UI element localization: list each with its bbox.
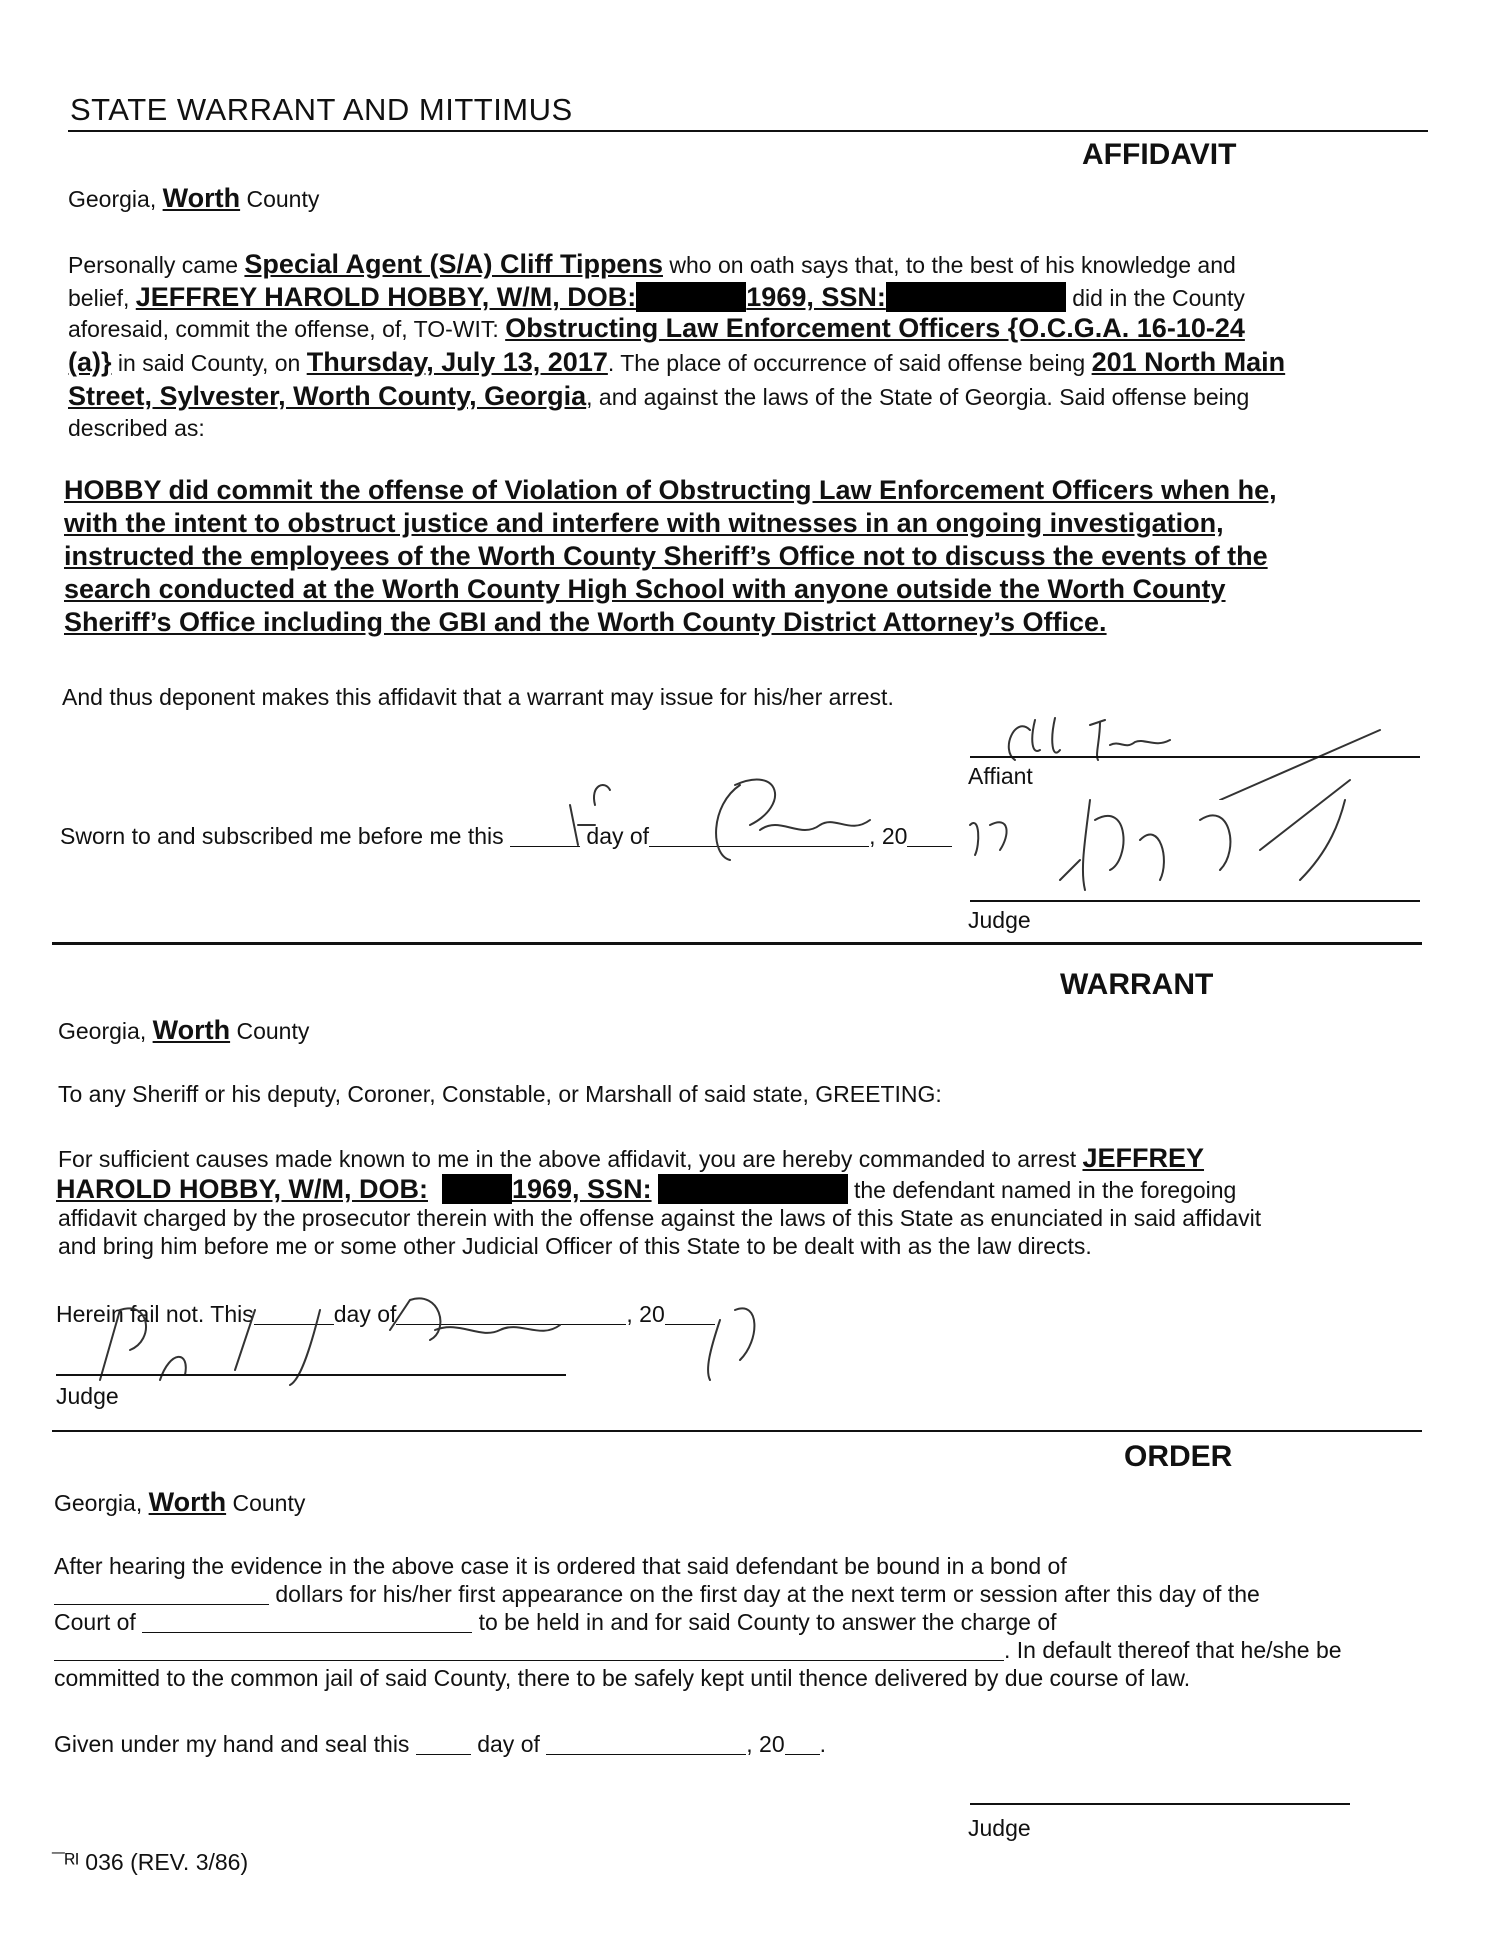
order-line-3 [54, 1608, 1057, 1636]
order-venue [54, 1488, 305, 1517]
text: , and against the laws of the State of Georgia. Said offense being [586, 384, 1250, 410]
affiant-label: Affiant [968, 763, 1033, 789]
text: did in the County [1072, 285, 1245, 311]
affidavit-line-3 [68, 314, 1245, 343]
warrant-venue [58, 1016, 309, 1045]
affidavit-heading: AFFIDAVIT [1082, 138, 1237, 171]
form-number: ¯ᴿᴵ 036 (REV. 3/86) [52, 1849, 249, 1875]
year-blank [785, 1732, 820, 1755]
document-title: STATE WARRANT AND MITTIMUS [70, 92, 573, 127]
offense-description [64, 474, 1277, 639]
text: in said County, on [117, 350, 301, 376]
bond-amount-blank [54, 1582, 269, 1605]
text: Given under my hand and seal this [54, 1731, 410, 1757]
redaction-box [658, 1174, 848, 1204]
offense-place: 201 North Main [1091, 347, 1286, 377]
warrant-judge-label: Judge [56, 1383, 119, 1409]
warrant-judge-line [56, 1374, 566, 1376]
defendant-name: JEFFREY HAROLD HOBBY, W/M, DOB: [135, 282, 637, 312]
given-line [54, 1730, 826, 1758]
description-line: instructed the employees of the Worth County Sheriff’s Office not to discuss the events of the [64, 541, 1268, 571]
redaction-box [886, 282, 1066, 312]
affidavit-judge-label: Judge [968, 907, 1031, 933]
venue-prefix: Georgia, [58, 1018, 147, 1044]
venue-suffix: County [232, 1490, 306, 1516]
affidavit-line-6: described as: [68, 415, 205, 441]
warrant-heading: WARRANT [1060, 968, 1214, 1001]
venue-prefix: Georgia, [54, 1490, 143, 1516]
affidavit-line-5 [68, 382, 1249, 411]
sworn-date-handwriting [560, 745, 1060, 865]
text: day of [333, 1301, 397, 1327]
section-rule [52, 1430, 1422, 1432]
county-name: Worth [152, 1015, 231, 1045]
description-line: HOBBY did commit the offense of Violation of Obstructing Law Enforcement Officers when he, [64, 475, 1277, 505]
warrant-line-4: and bring him before me or some other Judicial Officer of this State to be dealt with as the law directs. [58, 1233, 1092, 1259]
text: Personally came [68, 252, 239, 278]
redaction-box [442, 1174, 512, 1204]
dob-year: 1969, SSN: [746, 282, 886, 312]
court-blank [142, 1610, 472, 1633]
text: . The place of occurrence of said offense being [607, 350, 1086, 376]
deponent-statement: And thus deponent makes this affidavit that a warrant may issue for his/her arrest. [62, 684, 894, 710]
title-rule [68, 130, 1428, 132]
affidavit-line-4 [68, 348, 1285, 377]
warrant-line-3: affidavit charged by the prosecutor therein with the offense against the laws of this State as enunciated in said affidavit [58, 1205, 1262, 1231]
offense-date: Thursday, July 13, 2017 [306, 347, 608, 377]
order-heading: ORDER [1124, 1440, 1233, 1473]
text: dollars for his/her first appearance on the first day at the next term or session after this day of the [275, 1581, 1260, 1607]
text: the defendant named in the foregoing [853, 1177, 1237, 1203]
judge-signature [1000, 760, 1380, 910]
affidavit-line-1 [68, 250, 1236, 279]
affidavit-line-2 [68, 282, 1245, 312]
description-line: Sheriff’s Office including the GBI and the Worth County District Attorney’s Office. [64, 607, 1107, 637]
charge-blank [54, 1638, 1004, 1661]
text: who on oath says that, to the best of his knowledge and [669, 252, 1236, 278]
text: , 20 [746, 1731, 785, 1757]
warrant-greeting: To any Sheriff or his deputy, Coroner, Constable, or Marshall of said state, GREETING: [58, 1081, 942, 1107]
offense-place: Street, Sylvester, Worth County, Georgia [68, 381, 587, 411]
county-name: Worth [148, 1487, 227, 1517]
text: , 20 [869, 823, 908, 849]
text: , 20 [626, 1301, 665, 1327]
order-line-5: committed to the common jail of said County, there to be safely kept until thence delivered by due course of law. [54, 1665, 1191, 1691]
order-line-4 [54, 1636, 1342, 1664]
description-line: with the intent to obstruct justice and interfere with witnesses in an ongoing investigation, [64, 508, 1224, 538]
defendant-name: HAROLD HOBBY, W/M, DOB: [56, 1174, 428, 1204]
order-judge-line [970, 1803, 1350, 1805]
county-name: Worth [162, 183, 241, 213]
order-line-2 [54, 1580, 1260, 1608]
affidavit-venue [68, 184, 319, 213]
description-line: search conducted at the Worth County High School with anyone outside the Worth County [64, 574, 1226, 604]
text: day of [586, 823, 650, 849]
section-rule [52, 942, 1422, 945]
warrant-line-1 [58, 1144, 1204, 1173]
month-blank [546, 1732, 746, 1755]
text: Sworn to and subscribed me before me this [60, 823, 504, 849]
text: . In default thereof that he/she be [1004, 1637, 1342, 1663]
text: to be held in and for said County to answer the charge of [478, 1609, 1057, 1635]
defendant-name: JEFFREY [1082, 1143, 1205, 1173]
order-line-1: After hearing the evidence in the above case it is ordered that said defendant be bound in a bond of [54, 1553, 1067, 1579]
dob-year: 1969, SSN: [511, 1174, 652, 1204]
order-judge-label: Judge [968, 1815, 1031, 1841]
venue-suffix: County [236, 1018, 310, 1044]
redaction-box [636, 282, 746, 312]
text: belief, [68, 285, 130, 311]
text: . [819, 1731, 827, 1757]
offense-text: Obstructing Law Enforcement Officers {O.C.G.A. 16-10-24 [505, 313, 1245, 343]
text: aforesaid, commit the offense, of, TO-WIT: [68, 316, 499, 342]
text: Court of [54, 1609, 136, 1635]
text: day of [477, 1731, 540, 1757]
day-blank [416, 1732, 471, 1755]
offense-text: (a)} [68, 347, 112, 377]
text: Herein fail not. This [56, 1301, 254, 1327]
judge-signature-line [970, 900, 1420, 902]
venue-suffix: County [246, 186, 320, 212]
text: For sufficient causes made known to me in the above affidavit, you are hereby commanded to arrest [58, 1146, 1077, 1172]
warrant-date-handwriting [60, 1250, 780, 1390]
venue-prefix: Georgia, [68, 186, 157, 212]
warrant-line-2 [56, 1174, 1236, 1204]
affiant-name: Special Agent (S/A) Cliff Tippens [244, 249, 663, 279]
